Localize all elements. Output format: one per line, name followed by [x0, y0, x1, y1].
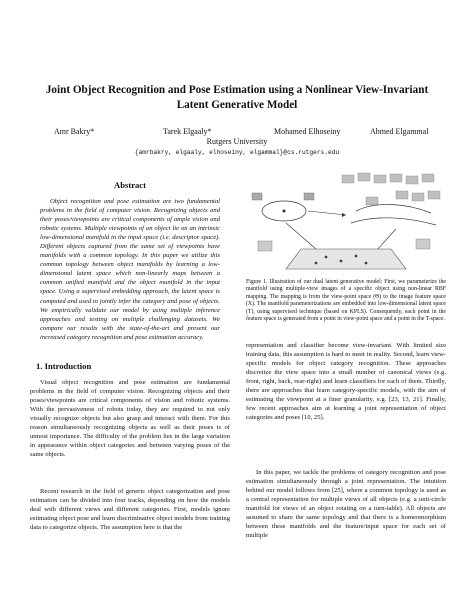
author-name: Amr Bakry*	[54, 127, 95, 136]
paper-title: Joint Object Recognition and Pose Estimation using a Nonlinear View-Invariant Latent Generative Model	[45, 84, 429, 111]
figure-1-illustration	[246, 171, 446, 274]
author-name: Tarek Elgaaly*	[163, 127, 212, 136]
intro-paragraph: In this paper, we tackle the problems of category recognition and pose estimation simultaneously through a joint representation. The intuition behind our model follows from [25], where a common topology is used as a central representation for multiple views of all objects (e.g. a unit-circle manifold for views of an object rotating on a turn-table). All objects are assumed to share the same topology and that there is a homeomorphism between these manifolds and the feature/input space for each set of multiple	[246, 469, 446, 540]
author-name: Ahmed Elgammal	[370, 127, 429, 136]
author-name: Mohamed Elhoseiny	[274, 127, 341, 136]
abstract-heading: Abstract	[114, 180, 146, 190]
intro-paragraph: representation and classifier become view-invariant. With limited size training data, this assumption is hard to meet in reality. Second, learn view-specific models for object category recognition. These approaches discretize the view space into a small number of canonical views (e.g. front, right, back, rear-right) and learn classifiers for each of them. Thirdly, there are approaches that learn category-specific models, with the aim of estimating the viewpoint at a finer granularity, e.g. [23, 13, 21]. Finally, few recent approaches aim at learning a joint representation of object categories and poses [10, 25].	[246, 342, 446, 422]
author-emails: {amrbakry, elgaaly, elhoseiny, elgammal}@cs.rutgers.edu	[134, 149, 340, 156]
introduction-heading: 1. Introduction	[36, 361, 92, 371]
affiliation: Rutgers University	[206, 137, 268, 146]
abstract-text: Object recognition and pose estimation are two fundamental problems in the field of computer vision. Recognizing objects and their poses/viewpoints are critical components of ample vision and robotic systems. Multiple viewpoints of an object lie on an intrinsic low-dimensional manifold in the input space (i.e. descriptor space). Different objects captured from the same set of viewpoints have manifolds with a common topology. In this paper we utilize this common topology between object manifolds by learning a low-dimensional latent space which non-linearly maps between a common unified manifold and the object manifold in the input space. Using a supervised embedding approach, the latent space is computed and used to jointly infer the category and pose of objects. We empirically validate our model by using multiple inference approaches and testing on multiple challenging datasets. We compare our results with the state-of-the-art and present our increased category recognition and pose estimation accuracy.	[40, 198, 220, 341]
figure-caption: Figure 1. Illustration of our dual latent generative model: First, we parameterize the manifold using multiple-view images of a specific object using non-linear RBF mapping. The mapping is from the view-point space (Θ) to the image feature space (X). The manifold parameterizations are embedded into low-dimensional latent space (T), using supervised technique (based on KPLS). Consequently, each point in the feature space is generated from a point in view-point space and a point in the T-space.	[246, 279, 446, 323]
intro-paragraph: Recent research in the field of generic object categorization and pose estimation can be divided into four tracks, depending on how the models deal with different views and different categories. First, models ignore estimating object pose and learn discriminative object models from training data to categorize objects. The assumption here is that the	[30, 488, 230, 532]
intro-paragraph: Visual object recognition and pose estimation are fundamental problems in the field of computer vision. Recognizing objects and their poses/viewpoints are critical components of vision and robotic systems. With the pervasiveness of robots today, they are required to not only visually recognize objects but also grasp and interact with them. For this reason simultaneously recognizing objects as well as their poses is of utmost importance. The difficulty of the problem lies in the large variation in appearance within object categories and between varying poses of the same objects.	[30, 379, 230, 459]
